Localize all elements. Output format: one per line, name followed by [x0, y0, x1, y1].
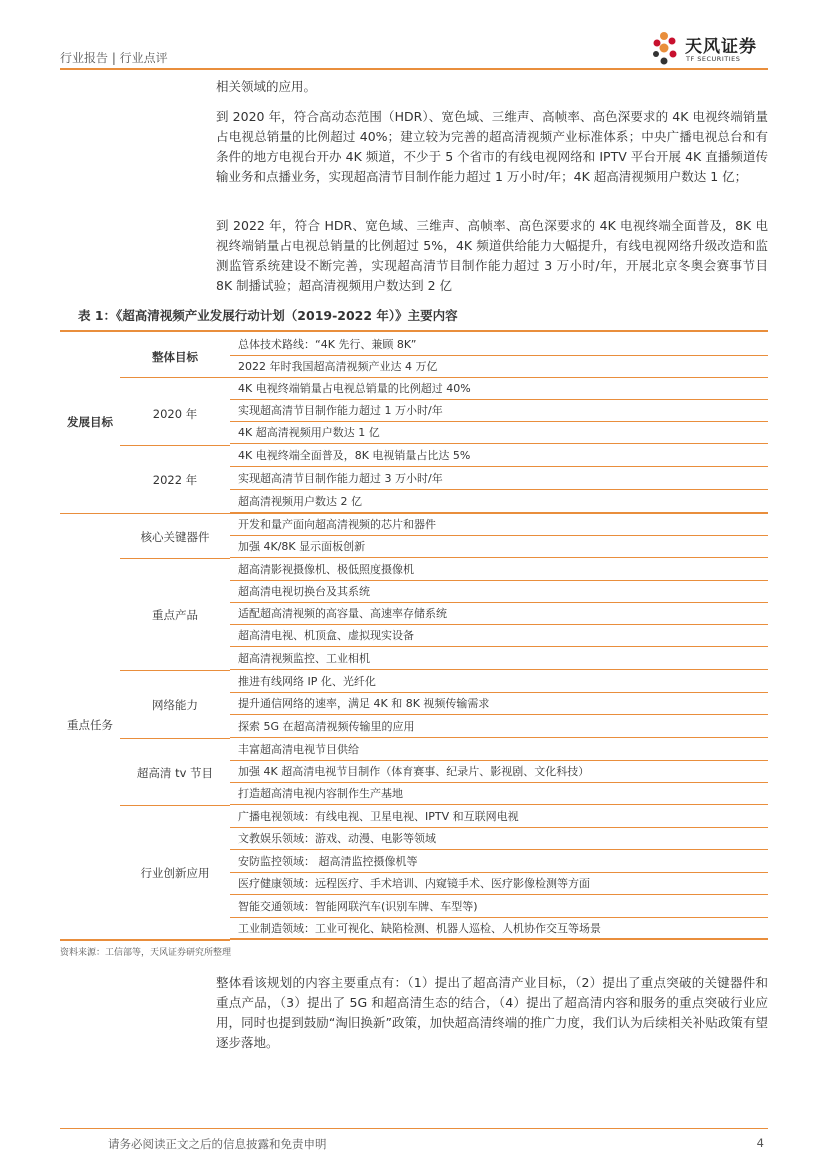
- table-row: 加强 4K/8K 显示面板创新: [230, 536, 768, 558]
- sub-core: 核心关键器件: [140, 530, 210, 544]
- category-goals: 发展目标: [67, 415, 113, 429]
- table-row: 智能交通领域：智能网联汽车(识别车牌、车型等): [230, 896, 768, 918]
- breadcrumb: 行业报告 | 行业点评: [60, 51, 168, 65]
- footer-disclaimer: 请务必阅读正文之后的信息披露和免责申明: [108, 1137, 327, 1151]
- table-row: 开发和量产面向超高清视频的芯片和器件: [230, 514, 768, 536]
- table-row: 探索 5G 在超高清视频传输里的应用: [230, 716, 768, 738]
- sub-2022: 2022 年: [152, 473, 198, 487]
- paragraph-summary: 整体看该规划的内容主要重点有：（1）提出了超高清产业目标，（2）提出了重点突破的关键器件和重点产品，（3）提出了 5G 和超高清生态的结合，（4）提出了超高清内容和服务的重点突破行业应用，同时也提到鼓励“淘旧换新”政策，加快超高清终端的推广力度，我们认为后续相关补贴政策有望逐步落地。: [216, 975, 768, 1050]
- table-row: 2022 年时我国超高清视频产业达 4 万亿: [230, 356, 768, 378]
- logo-flower-icon: [652, 30, 682, 70]
- table-bottom-rule: [60, 939, 230, 941]
- table-row: 4K 电视终端全面普及，8K 电视销量占比达 5%: [230, 445, 768, 467]
- table-row: 推进有线网络 IP 化、光纤化: [230, 671, 768, 693]
- paragraph-intro: 相关领域的应用。: [216, 79, 317, 94]
- source-note: 资料来源：工信部等，天风证券研究所整理: [60, 948, 232, 958]
- logo-text-en: TF SECURITIES: [686, 55, 741, 63]
- table-row: 加强 4K 超高清电视节目制作（体育赛事、纪录片、影视剧、文化科技）: [230, 761, 768, 783]
- table-row: 超高清影视摄像机、极低照度摄像机: [230, 559, 768, 581]
- table-row: 打造超高清电视内容制作生产基地: [230, 783, 768, 805]
- sub-divider: [120, 670, 230, 671]
- page-number: 4: [756, 1136, 764, 1150]
- table-row: 超高清电视切换台及其系统: [230, 581, 768, 603]
- logo-text-cn: 天风证券: [685, 37, 757, 57]
- header-divider: [60, 68, 768, 70]
- table-title: 表 1：《超高清视频产业发展行动计划（2019-2022 年）》主要内容: [78, 308, 458, 323]
- sub-2020: 2020 年: [152, 407, 198, 421]
- paragraph-2020: 到 2020 年，符合高动态范围（HDR）、宽色域、三维声、高帧率、高色深要求的 4K 电视终端销量占电视总销量的比例超过 40%；建立较为完善的超高清视频产业标准体系；中央广播电视总台和有条件的地方电视台开办 4K 频道，不少于 5 个省市的有线电视网络和 IPTV 平台开展 4K 直播频道传输业务和点播业务，实现超高清节目制作能力超过 1 万小时/年；4K 超高清视频用户数达 1 亿；: [216, 109, 768, 184]
- table-row: 适配超高清视频的高容量、高速率存储系统: [230, 603, 768, 625]
- table-row: 工业制造领域：工业可视化、缺陷检测、机器人巡检、人机协作交互等场景: [230, 918, 768, 940]
- category-tasks: 重点任务: [67, 718, 113, 732]
- table-row: 提升通信网络的速率，满足 4K 和 8K 视频传输需求: [230, 693, 768, 715]
- sub-overall: 整体目标: [152, 350, 198, 364]
- sub-divider: [120, 738, 230, 739]
- table-row: 超高清视频用户数达 2 亿: [230, 491, 768, 513]
- table-row: 丰富超高清电视节目供给: [230, 739, 768, 761]
- table-row: 超高清电视、机顶盒、虚拟现实设备: [230, 625, 768, 647]
- sub-industry: 行业创新应用: [140, 866, 210, 880]
- table-row: 4K 电视终端销量占电视总销量的比例超过 40%: [230, 378, 768, 400]
- table-row: 文教娱乐领域：游戏、动漫、电影等领域: [230, 828, 768, 850]
- table-row: 安防监控领域： 超高清监控摄像机等: [230, 851, 768, 873]
- sub-divider: [120, 445, 230, 446]
- table-row: 4K 超高清视频用户数达 1 亿: [230, 422, 768, 444]
- sub-network: 网络能力: [152, 698, 198, 712]
- sub-divider: [120, 558, 230, 559]
- table-row: 总体技术路线：“4K 先行、兼顾 8K”: [230, 334, 768, 356]
- paragraph-2022: 到 2022 年，符合 HDR、宽色域、三维声、高帧率、高色深要求的 4K 电视终端全面普及，8K 电视终端销量占电视总销量的比例超过 5%，4K 频道供给能力大幅提升，有线电视网络升级改造和监测监管系统建设不断完善，实现超高清节目制作能力超过 3 万小时/年，开展北京冬奥会赛事节目 8K 制播试验；超高清视频用户数达到 2 亿: [216, 218, 768, 293]
- table-row: 实现超高清节目制作能力超过 3 万小时/年: [230, 468, 768, 490]
- sub-products: 重点产品: [152, 608, 198, 622]
- table-row: 广播电视领域：有线电视、卫星电视、IPTV 和互联网电视: [230, 806, 768, 828]
- table-row: 医疗健康领域：远程医疗、手术培训、内窥镜手术、医疗影像检测等方面: [230, 873, 768, 895]
- sub-divider: [120, 805, 230, 806]
- table-row: 实现超高清节目制作能力超过 1 万小时/年: [230, 400, 768, 422]
- sub-tv: 超高清 tv 节目: [136, 766, 214, 780]
- footer-divider: [60, 1128, 768, 1129]
- sub-divider: [120, 377, 230, 378]
- company-logo: [652, 30, 772, 70]
- table-top-rule: [60, 330, 768, 332]
- table-row: 超高清视频监控、工业相机: [230, 648, 768, 670]
